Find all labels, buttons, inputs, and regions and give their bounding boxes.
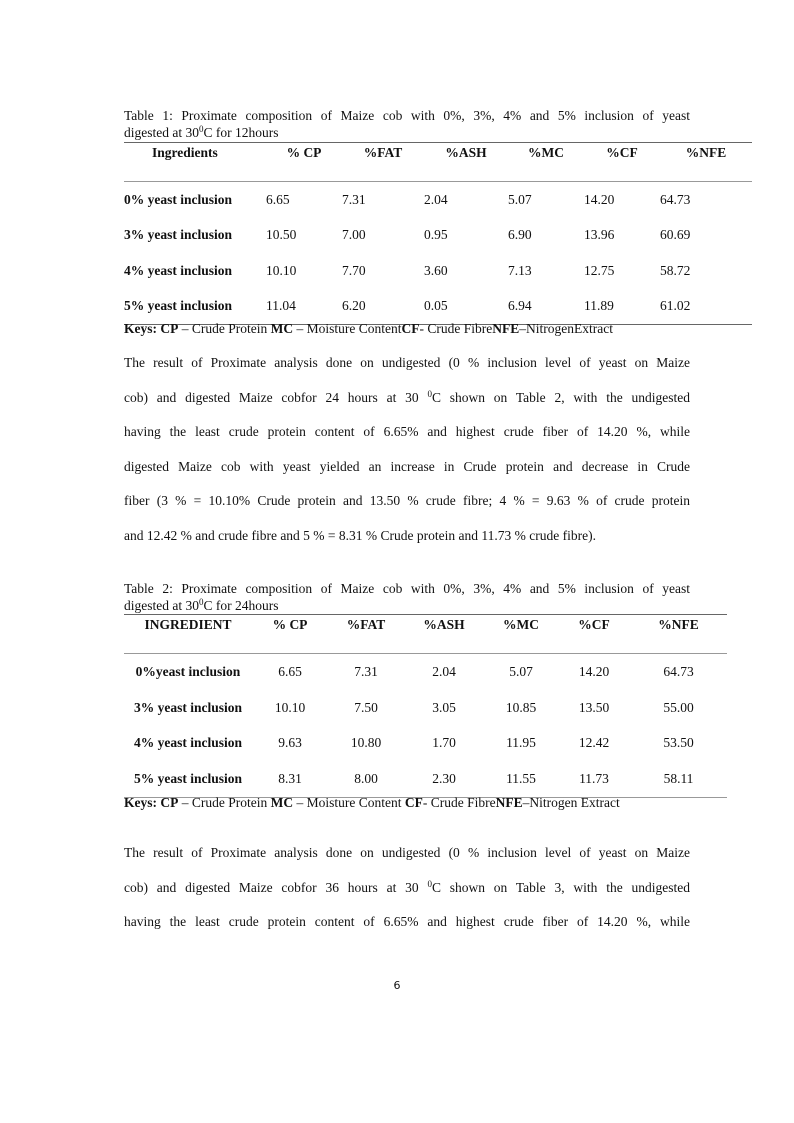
table2 (124, 614, 727, 798)
table-cell: 11.04 (266, 298, 296, 314)
table2-header-cell: INGREDIENT (144, 617, 232, 632)
table-cell: 5.07 (508, 191, 532, 207)
table-cell: 7.00 (342, 227, 366, 243)
table-cell: 12.42 (578, 735, 610, 751)
table-cell: 64.73 (663, 663, 694, 679)
table2-caption-line1: Table 2: Proximate composition of Maize cob with 0%, 3%, 4% and 5% inclusion of yeast (124, 581, 690, 596)
table-cell: 64.73 (660, 191, 691, 207)
table-cell: 7.50 (354, 699, 378, 715)
table-cell: 6.90 (508, 227, 532, 243)
table2-header-cell: %MC (503, 617, 539, 632)
keys-nfe: –Nitrogen Extract (522, 795, 620, 810)
table-cell: 14.20 (578, 663, 610, 679)
body-paragraph-1 (124, 346, 690, 554)
table-cell: 1.70 (432, 735, 456, 751)
table1-header-cell: %FAT (363, 145, 403, 160)
table2-keys (124, 795, 620, 811)
table-cell: 5.07 (509, 663, 533, 679)
table2-header-cell: %FAT (346, 617, 386, 632)
table-row (124, 253, 752, 289)
keys-mc-label: MC (270, 795, 294, 810)
table1-row-label: 5% yeast inclusion (124, 298, 233, 314)
table1-row-label: 3% yeast inclusion (124, 227, 233, 243)
keys-cf: - Crude Fibre (419, 321, 493, 336)
keys-cf: - Crude Fibre (422, 795, 496, 810)
table-cell: 6.65 (278, 663, 302, 679)
table-cell: 3.05 (432, 699, 456, 715)
table-cell: 8.00 (354, 770, 378, 786)
table-cell: 14.20 (584, 191, 615, 207)
table1-header-cell: % CP (286, 145, 322, 160)
table-cell: 61.02 (660, 298, 691, 314)
keys-nfe-label: NFE (492, 321, 520, 336)
table1-header-cell: %CF (606, 145, 638, 160)
table2-header-cell: % CP (272, 617, 308, 632)
table1-header-cell: %ASH (445, 145, 487, 160)
table2-row-label: 3% yeast inclusion (133, 699, 242, 715)
paragraph-line: The result of Proximate analysis done on undigested (0 % inclusion level of yeast on Maize (124, 845, 690, 860)
paragraph-line: digested Maize cob with yeast yielded an increase in Crude protein and decrease in Crude (124, 458, 690, 474)
table-cell: 7.31 (342, 191, 366, 207)
table1-row-label: 4% yeast inclusion (124, 262, 233, 278)
table2-row-label: 5% yeast inclusion (133, 770, 242, 786)
table2-caption-text-end: C for 24hours (203, 598, 279, 613)
table-cell: 2.04 (432, 663, 456, 679)
paragraph-line: and 12.42 % and crude fibre and 5 % = 8.31 % Crude protein and 11.73 % crude fibre). (124, 527, 596, 543)
table-cell: 10.10 (266, 262, 297, 278)
table1-caption-text: digested at 30 (124, 125, 199, 140)
paragraph-line (124, 871, 690, 906)
keys-cp: – Crude Protein (178, 321, 271, 336)
table-cell: 10.85 (505, 699, 537, 715)
table-cell: 10.80 (350, 735, 382, 751)
table-cell: 55.00 (663, 699, 694, 715)
table1-caption (124, 107, 690, 141)
table-row (124, 761, 727, 797)
table-cell: 11.55 (506, 770, 536, 786)
table-cell: 6.94 (508, 298, 532, 314)
table1-header-row (124, 143, 752, 182)
table1-header-cell: %NFE (685, 145, 727, 160)
table-row (124, 289, 752, 325)
table-cell: 7.13 (508, 262, 532, 278)
table-cell: 2.04 (424, 191, 448, 207)
table2-header-row (124, 615, 727, 654)
table2-caption-text: digested at 30 (124, 598, 199, 613)
table-cell: 60.69 (660, 227, 691, 243)
paragraph-line: having the least crude protein content of 6.65% and highest crude fiber of 14.20 %, while (124, 424, 690, 440)
keys-mc: – Moisture Content (293, 795, 405, 810)
table-cell: 10.50 (266, 227, 297, 243)
table-cell: 0.05 (424, 298, 448, 314)
table-cell: 53.50 (663, 735, 694, 751)
paragraph-line-text: cob) and digested Maize cobfor 24 hours at 30 (124, 389, 428, 405)
table1-caption-line1: Table 1: Proximate composition of Maize cob with 0%, 3%, 4% and 5% inclusion of yeast (124, 108, 690, 123)
degree-superscript: 0 (198, 124, 204, 134)
paragraph-line-text-end: C shown on Table 2, with the undigested (431, 389, 690, 405)
degree-superscript: 0 (198, 597, 204, 607)
table-cell: 0.95 (424, 227, 448, 243)
body-paragraph-2 (124, 836, 690, 940)
table-row (124, 218, 752, 254)
paragraph-line-text: cob) and digested Maize cobfor 36 hours at 30 (124, 879, 428, 895)
table2-row-label: 0%yeast inclusion (135, 663, 241, 679)
keys-mc: – Moisture Content (293, 321, 402, 336)
table-cell: 13.50 (578, 699, 610, 715)
table-cell: 13.96 (584, 227, 615, 243)
table1-caption-text-end: C for 12hours (203, 125, 279, 140)
table-cell: 7.31 (354, 663, 378, 679)
table-row (124, 725, 727, 761)
table-cell: 11.89 (584, 298, 614, 314)
table2-caption (124, 580, 690, 614)
keys-cf-label: CF (404, 795, 423, 810)
table-row (124, 182, 752, 218)
paragraph-line: fiber (3 % = 10.10% Crude protein and 13.50 % crude fibre; 4 % = 9.63 % of crude protein (124, 493, 690, 509)
table-row (124, 654, 727, 690)
paragraph-line-text-end: C shown on Table 3, with the undigested (431, 879, 690, 895)
table1 (124, 142, 752, 325)
keys-cp: – Crude Protein (178, 795, 271, 810)
paragraph-line: The result of Proximate analysis done on undigested (0 % inclusion level of yeast on Maize (124, 355, 690, 370)
keys-nfe: –NitrogenExtract (519, 321, 613, 336)
table-cell: 58.11 (663, 770, 694, 786)
table2-row-label: 4% yeast inclusion (133, 735, 242, 751)
table-cell: 11.73 (579, 770, 609, 786)
table-cell: 6.20 (342, 298, 366, 314)
keys-label: Keys: CP (124, 321, 179, 336)
table1-header-cell: %MC (528, 145, 564, 160)
table-cell: 6.65 (266, 191, 290, 207)
table-cell: 7.70 (342, 262, 366, 278)
table-cell: 58.72 (660, 262, 691, 278)
paragraph-line: having the least crude protein content of 6.65% and highest crude fiber of 14.20 %, while (124, 914, 690, 930)
table-row (124, 690, 727, 726)
keys-cf-label: CF (401, 321, 420, 336)
table1-row-label: 0% yeast inclusion (124, 191, 233, 207)
keys-label: Keys: CP (124, 795, 179, 810)
degree-superscript: 0 (427, 388, 432, 399)
paragraph-line (124, 381, 690, 416)
table1-keys (124, 321, 613, 337)
table2-header-cell: %ASH (423, 617, 465, 632)
table2-caption-line2 (124, 598, 278, 613)
table1-header-cell: Ingredients (152, 145, 218, 160)
table-cell: 9.63 (278, 735, 302, 751)
table-cell: 11.95 (506, 735, 536, 751)
table2-header-cell: %NFE (658, 617, 699, 632)
table-cell: 3.60 (424, 262, 448, 278)
table-cell: 12.75 (584, 262, 615, 278)
degree-superscript: 0 (427, 878, 432, 889)
table-cell: 10.10 (274, 699, 306, 715)
table1-caption-line2 (124, 125, 278, 140)
table-cell: 2.30 (432, 770, 456, 786)
keys-nfe-label: NFE (495, 795, 523, 810)
table-cell: 8.31 (278, 770, 302, 786)
table2-header-cell: %CF (578, 617, 610, 632)
page-number: 6 (393, 979, 401, 992)
keys-mc-label: MC (270, 321, 294, 336)
